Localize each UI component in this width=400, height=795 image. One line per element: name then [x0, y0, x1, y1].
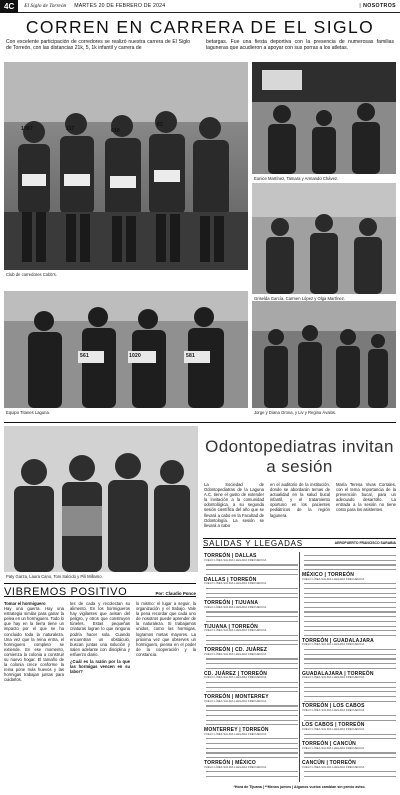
- article-text: lo mismo: el lugar a seguir, la organización y el trabajo. Vale la pena recordar que cada uno de nosotros puede aprender de la naturaleza. Si trabajamos unidos, como las hormigas, logramos metas mayores. La próxima vez que observes un hormiguero, piensa en el poder de la cooperación y la constancia.: [136, 601, 196, 657]
- flight-row: [206, 640, 298, 641]
- flight-row: [206, 682, 298, 683]
- flight-row-header: VUELO LÍNEA SALIDA LLEGADA FRECUENCIA: [302, 709, 365, 713]
- flight-row: [304, 588, 396, 589]
- flight-row: [206, 611, 298, 612]
- flight-row: [206, 757, 298, 758]
- flight-row-header: VUELO LÍNEA SALIDA LLEGADA FRECUENCIA: [204, 629, 267, 633]
- article-col-1: [4, 601, 64, 785]
- flight-row: [206, 569, 298, 570]
- flight-row: [206, 663, 298, 664]
- flight-row: [304, 687, 396, 688]
- flight-row: [304, 564, 396, 565]
- flight-row-header: VUELO LÍNEA SALIDA LLEGADA FRECUENCIA: [302, 676, 365, 680]
- flight-row: [304, 771, 396, 772]
- column-title: VIBREMOS POSITIVO: [4, 586, 128, 598]
- flights-title: SALIDAS Y LLEGADAS: [203, 538, 303, 548]
- page-header: [0, 0, 400, 13]
- flight-route: MONTERREY | TORREÓN: [204, 726, 269, 733]
- photo-eunice: [252, 62, 396, 174]
- bib-number: 616: [111, 128, 120, 134]
- flight-row: [304, 734, 396, 735]
- bib-number: 1387: [21, 126, 33, 132]
- flight-route: CANCÚN | TORREÓN: [302, 759, 356, 766]
- photo-titanes: [4, 291, 248, 408]
- odonto-headline: Odontopediatras invitan a sesión: [205, 437, 394, 476]
- flight-row: [304, 560, 396, 561]
- flight-row: [304, 738, 396, 739]
- flight-route: LOS CABOS | TORREÓN: [302, 722, 365, 729]
- flight-row: [304, 635, 396, 636]
- column-byline: Por: Claudio Ponce: [155, 591, 196, 596]
- flights-footnote: *Hora de Tijuana | **Menos jueves | Algunos vuelos cambian sin previo aviso.: [233, 785, 366, 789]
- flight-row: [206, 668, 298, 669]
- ladies-portrait-image: [4, 426, 198, 572]
- flight-row: [304, 776, 396, 777]
- article-text: María Teresa Vivas Corrales, con el tema Importancia de la prevención bucal, para un adecuado desarrollo. La entrada a la sesión no tiene costo para los asistentes.: [336, 482, 396, 513]
- article-text: La Sociedad de Odontopediatras de la Laguna A.C. tiene el gusto de extender la invitación a la comunidad odontológica, a su segunda sesión científica del año que se llevará a cabo en la Facultad de Odontología. La sesión se llevará a cabo: [204, 482, 264, 528]
- odonto-col-2: [270, 482, 330, 532]
- flight-row-header: VUELO LÍNEA SALIDA LLEGADA FRECUENCIA: [302, 643, 365, 647]
- flight-row-header: VUELO LÍNEA SALIDA LLEGADA FRECUENCIA: [204, 765, 267, 769]
- flight-row: [206, 616, 298, 617]
- flight-row-header: VUELO LÍNEA SALIDA LLEGADA FRECUENCIA: [204, 676, 267, 680]
- flight-row: [206, 621, 298, 622]
- flight-row: [304, 658, 396, 659]
- flight-row: [304, 668, 396, 669]
- flight-route: TIJUANA | TORREÓN: [204, 623, 258, 630]
- flight-row: [206, 748, 298, 749]
- article-col-3: [136, 601, 196, 785]
- flight-row: [206, 597, 298, 598]
- flight-row-header: VUELO LÍNEA SALIDA LLEGADA FRECUENCIA: [204, 605, 267, 609]
- issue-date: MARTES 20 DE FEBRERO DE 2024: [74, 3, 166, 9]
- flight-row-header: VUELO LÍNEA SALIDA LLEGADA FRECUENCIA: [302, 577, 365, 581]
- flight-route: TORREÓN | CANCÚN: [302, 741, 356, 747]
- photo-paty: [4, 426, 198, 572]
- flight-row: [206, 593, 298, 594]
- flight-row: [206, 691, 298, 692]
- flight-row: [304, 621, 396, 622]
- masthead: El Siglo de Torreón: [24, 3, 67, 9]
- flight-row: [304, 597, 396, 598]
- flight-row: [304, 654, 396, 655]
- caption-jorge: Jorge y Diana Orona, y Liv y Regina Ávalos.: [254, 410, 337, 415]
- flight-row: [206, 658, 298, 659]
- caption-eunice: Eunice Martínez, Tamara y Armando Chávez.: [254, 176, 339, 181]
- flight-row: [304, 569, 396, 570]
- caption-paty: Paty Garza, Laura Cano, Toni Salcido y Pili Millamo.: [6, 574, 103, 579]
- flights-column-divider: [299, 552, 300, 782]
- runners-group-image: [4, 62, 248, 270]
- flight-row: [304, 757, 396, 758]
- flight-row: [304, 701, 396, 702]
- flight-row: [304, 752, 396, 753]
- flight-row: [206, 720, 298, 721]
- family-image: [252, 62, 396, 174]
- women-group-image: [252, 183, 396, 294]
- flight-row: [304, 555, 396, 556]
- flight-row: [304, 682, 396, 683]
- caption-titanes: Equipo Titanes Laguna.: [6, 410, 51, 415]
- odonto-col-3: [336, 482, 396, 532]
- flight-route: TORREÓN | GUADALAJARA: [302, 637, 374, 644]
- flight-route: TORREÓN | CD. JUÁREZ: [204, 647, 268, 653]
- column-header-vibremos: [4, 583, 196, 597]
- team-runners-image: [4, 291, 248, 408]
- flights-header: [203, 538, 396, 548]
- flight-row: [206, 687, 298, 688]
- bib-number: 561: [80, 353, 89, 359]
- flight-row: [206, 724, 298, 725]
- section-divider: [4, 422, 396, 423]
- flight-row: [206, 743, 298, 744]
- flight-row: [206, 644, 298, 645]
- article-col-2: [70, 601, 130, 785]
- flight-row-header: VUELO LÍNEA SALIDA LLEGADA FRECUENCIA: [302, 746, 365, 750]
- flight-row: [304, 611, 396, 612]
- flight-row: [304, 715, 396, 716]
- odonto-col-1: [204, 482, 264, 532]
- bib-number: 1020: [129, 353, 141, 359]
- flight-route: TORREÓN | TIJUANA: [204, 600, 259, 606]
- flight-row: [206, 574, 298, 575]
- article-text: Hay una guerra. Hay una estrategia similar para ganar la pelea en un hormiguero. Todo lo que hay en la tierra tiene un impacto por el que se ha concluido toda la naturaleza. Una vez que la reina entra, el hormiguero completo se extiende. En ese momento, comienza la colonia a construir su nuevo hogar. El tamaño de la colonia crece conforme la reina pone más huevos y las hormigas trabajan juntas para cuidarlos.: [4, 606, 64, 683]
- flight-row: [206, 715, 298, 716]
- photo-club-corredores: [4, 62, 248, 270]
- flight-row: [206, 738, 298, 739]
- article-lead: Tomar el hormiguero: [4, 601, 46, 606]
- main-headline: CORREN EN CARRERA DE EL SIGLO: [25, 17, 375, 37]
- flight-row: [304, 616, 396, 617]
- flight-row: [206, 705, 298, 706]
- intro-right: betargas. Fue una fiesta deportiva con la presencia de numerosas familias laguneras que acudieron a apoyar con sus porras a los atletas.: [206, 39, 394, 51]
- flight-route: MÉXICO | TORREÓN: [302, 571, 355, 578]
- flights-source: AEROPUERTO FRANCISCO SARABIA: [334, 541, 396, 545]
- article-text: tes de cada y recolectan su alimento. En los hormigueros hay vigilantes que avisan del peligro, y otros que construyen túneles. Estas pequeñas criaturas logran lo que ninguna podría hacer sola. Cuando encuentran un obstáculo, buscan juntas una solución y salen adelante con disciplina y esfuerzo diario.: [70, 601, 130, 657]
- flight-row: [206, 752, 298, 753]
- flight-row: [304, 696, 396, 697]
- flight-row: [304, 691, 396, 692]
- flight-row: [206, 771, 298, 772]
- caption-club: Club de corredores Cobb's.: [6, 272, 57, 277]
- article-text: en el auditorio de la institución, donde se abordarán temas de actualidad en la salud bucal infantil, y el tratamiento oportuno en los pacientes pediátricos de la región lagunera.: [270, 482, 330, 518]
- flight-row: [206, 710, 298, 711]
- flight-row: [304, 720, 396, 721]
- flight-row-header: VUELO LÍNEA SALIDA LLEGADA FRECUENCIA: [204, 732, 267, 736]
- bib-number: 117: [66, 126, 75, 132]
- flight-row: [304, 607, 396, 608]
- flight-route: TORREÓN | LOS CABOS: [302, 703, 365, 710]
- flight-row-header: VUELO LÍNEA SALIDA LLEGADA FRECUENCIA: [204, 652, 267, 656]
- page-number: 4C: [0, 0, 18, 13]
- flight-route: DALLAS | TORREÓN: [204, 576, 257, 583]
- section-name: | NOSOTROS: [359, 3, 396, 9]
- flight-row-header: VUELO LÍNEA SALIDA LLEGADA FRECUENCIA: [204, 582, 267, 586]
- flight-route: GUADALAJARA | TORREÓN: [302, 670, 374, 677]
- photo-griselda: [252, 183, 396, 294]
- article-question: ¿Cuál es la razón por la que las hormigas vencen en su labor?: [70, 659, 130, 675]
- flight-row-header: VUELO LÍNEA SALIDA LLEGADA FRECUENCIA: [204, 558, 267, 562]
- flight-row: [304, 583, 396, 584]
- flight-route: TORREÓN | DALLAS: [204, 553, 257, 559]
- flight-route: CD. JUÁREZ | TORREÓN: [204, 670, 268, 677]
- flight-route: TORREÓN | MÉXICO: [204, 759, 257, 766]
- photo-jorge: [252, 301, 396, 408]
- bib-number: 581: [186, 353, 195, 359]
- flight-row: [304, 626, 396, 627]
- flight-row: [206, 635, 298, 636]
- bib-number: 62: [157, 122, 163, 128]
- flight-row-header: VUELO LÍNEA SALIDA LLEGADA FRECUENCIA: [302, 727, 365, 731]
- flight-row: [206, 776, 298, 777]
- family-runners-image: [252, 301, 396, 408]
- flight-row: [304, 649, 396, 650]
- flight-row: [304, 630, 396, 631]
- flight-row: [206, 588, 298, 589]
- flight-row: [304, 663, 396, 664]
- flight-row: [304, 593, 396, 594]
- flight-row: [206, 564, 298, 565]
- caption-griselda: Griselda García, Carmen López y Olga Martínez.: [254, 296, 345, 301]
- flight-route: TORREÓN | MONTERREY: [204, 694, 269, 700]
- flight-row: [304, 602, 396, 603]
- flight-row-header: VUELO LÍNEA SALIDA LLEGADA FRECUENCIA: [302, 765, 365, 769]
- intro-left: Con excelente participación de corredores se realizó nuestra carrera de El Siglo de Torreón, con las distancias 21k, 5, 1k infantil y carrera de: [6, 39, 190, 51]
- flight-row-header: VUELO LÍNEA SALIDA LLEGADA FRECUENCIA: [204, 699, 267, 703]
